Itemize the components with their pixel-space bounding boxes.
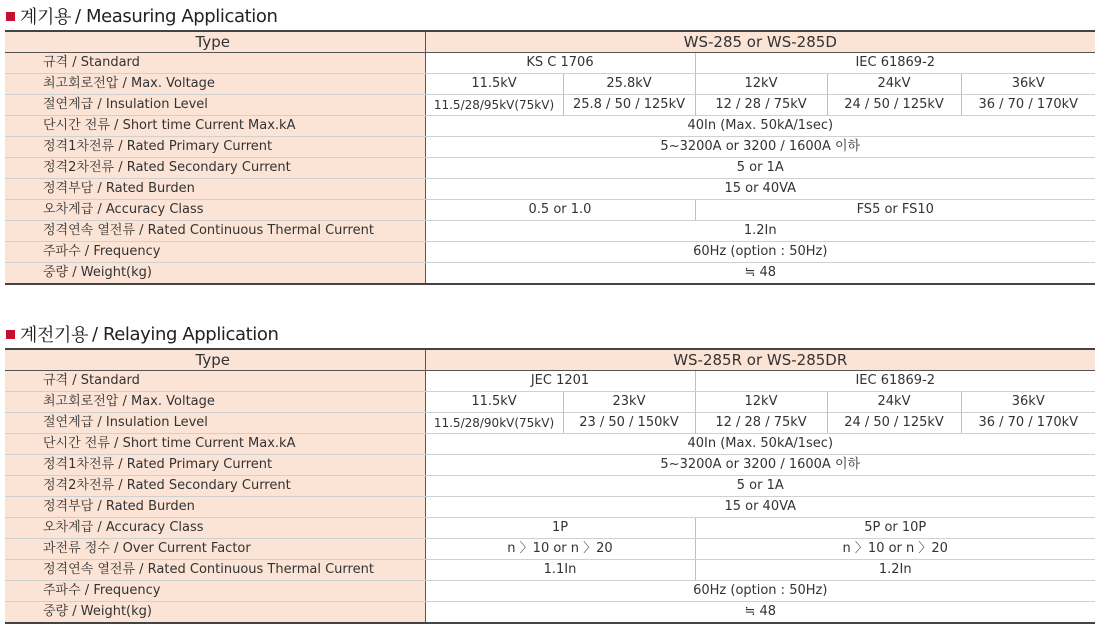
table-row: [5, 413, 1095, 434]
row-label: 과전류 정수 / Over Current Factor: [5, 539, 425, 560]
table-row: [5, 392, 1095, 413]
row-label: 절연계급 / Insulation Level: [5, 95, 425, 116]
row-label: 정격1차전류 / Rated Primary Current: [5, 455, 425, 476]
row-label: 정격2차전류 / Rated Secondary Current: [5, 476, 425, 497]
measuring-table: [5, 30, 1095, 285]
cell: FS5 or FS10: [695, 200, 1095, 221]
table-row: [5, 158, 1095, 179]
row-label: 정격부담 / Rated Burden: [5, 497, 425, 518]
cell: 25.8kV: [563, 74, 695, 95]
square-bullet-icon: [6, 330, 15, 339]
cell: 11.5kV: [425, 392, 563, 413]
cell: 5~3200A or 3200 / 1600A 이하: [425, 137, 1095, 158]
cell: 1.1In: [425, 560, 695, 581]
cell: IEC 61869-2: [695, 371, 1095, 392]
relaying-title: [6, 322, 279, 346]
row-label: 중량 / Weight(kg): [5, 263, 425, 285]
cell: ≒ 48: [425, 263, 1095, 285]
row-label: 주파수 / Frequency: [5, 242, 425, 263]
cell: 60Hz (option : 50Hz): [425, 581, 1095, 602]
row-label: 정격2차전류 / Rated Secondary Current: [5, 158, 425, 179]
table-row: [5, 476, 1095, 497]
row-label: 절연계급 / Insulation Level: [5, 413, 425, 434]
row-label: 최고회로전압 / Max. Voltage: [5, 74, 425, 95]
row-label: 단시간 전류 / Short time Current Max.kA: [5, 434, 425, 455]
cell: 24kV: [827, 392, 961, 413]
table-row: [5, 179, 1095, 200]
cell: 15 or 40VA: [425, 497, 1095, 518]
table-row: [5, 581, 1095, 602]
cell: KS C 1706: [425, 53, 695, 74]
table-row: [5, 200, 1095, 221]
cell: 12kV: [695, 392, 827, 413]
cell: 15 or 40VA: [425, 179, 1095, 200]
row-label: 주파수 / Frequency: [5, 581, 425, 602]
cell: 5~3200A or 3200 / 1600A 이하: [425, 455, 1095, 476]
row-label: 규격 / Standard: [5, 53, 425, 74]
table-header-row: [5, 31, 1095, 53]
row-label: 정격연속 열전류 / Rated Continuous Thermal Current: [5, 221, 425, 242]
table-row: [5, 434, 1095, 455]
cell: 5 or 1A: [425, 476, 1095, 497]
cell: ≒ 48: [425, 602, 1095, 624]
cell: 36 / 70 / 170kV: [961, 413, 1095, 434]
table-row: [5, 455, 1095, 476]
cell: 23 / 50 / 150kV: [563, 413, 695, 434]
table-row: [5, 242, 1095, 263]
table-row: [5, 95, 1095, 116]
cell: n 〉10 or n 〉20: [695, 539, 1095, 560]
measuring-title-en: / Measuring Application: [74, 5, 278, 27]
cell: IEC 61869-2: [695, 53, 1095, 74]
cell: 11.5kV: [425, 74, 563, 95]
cell: 11.5/28/90kV(75kV): [425, 413, 563, 434]
cell: JEC 1201: [425, 371, 695, 392]
cell: 11.5/28/95kV(75kV): [425, 95, 563, 116]
type-header: Type: [5, 31, 425, 53]
row-label: 단시간 전류 / Short time Current Max.kA: [5, 116, 425, 137]
measuring-title: [6, 4, 278, 28]
cell: 23kV: [563, 392, 695, 413]
cell: 5P or 10P: [695, 518, 1095, 539]
table-row: [5, 221, 1095, 242]
cell: 12 / 28 / 75kV: [695, 95, 827, 116]
cell: 12kV: [695, 74, 827, 95]
relaying-title-en: / Relaying Application: [91, 323, 279, 345]
table-header-row: [5, 349, 1095, 371]
cell: 36 / 70 / 170kV: [961, 95, 1095, 116]
relaying-table: [5, 348, 1095, 624]
cell: n 〉10 or n 〉20: [425, 539, 695, 560]
cell: 40In (Max. 50kA/1sec): [425, 116, 1095, 137]
table-row: [5, 116, 1095, 137]
row-label: 최고회로전압 / Max. Voltage: [5, 392, 425, 413]
cell: 24kV: [827, 74, 961, 95]
table-row: [5, 518, 1095, 539]
cell: 0.5 or 1.0: [425, 200, 695, 221]
table-row: [5, 371, 1095, 392]
cell: 1.2In: [425, 221, 1095, 242]
table-row: [5, 53, 1095, 74]
type-header: Type: [5, 349, 425, 371]
table-row: [5, 74, 1095, 95]
table-row: [5, 497, 1095, 518]
relaying-title-ko: 계전기용: [20, 325, 88, 346]
measuring-title-ko: 계기용: [20, 7, 71, 28]
cell: 36kV: [961, 74, 1095, 95]
cell: 1.2In: [695, 560, 1095, 581]
table-row: [5, 263, 1095, 285]
row-label: 오차계급 / Accuracy Class: [5, 518, 425, 539]
cell: 36kV: [961, 392, 1095, 413]
row-label: 오차계급 / Accuracy Class: [5, 200, 425, 221]
cell: 24 / 50 / 125kV: [827, 95, 961, 116]
cell: 24 / 50 / 125kV: [827, 413, 961, 434]
cell: 40In (Max. 50kA/1sec): [425, 434, 1095, 455]
row-label: 정격연속 열전류 / Rated Continuous Thermal Current: [5, 560, 425, 581]
square-bullet-icon: [6, 12, 15, 21]
model-header: WS-285 or WS-285D: [425, 31, 1095, 53]
row-label: 정격부담 / Rated Burden: [5, 179, 425, 200]
table-row: [5, 560, 1095, 581]
cell: 5 or 1A: [425, 158, 1095, 179]
cell: 12 / 28 / 75kV: [695, 413, 827, 434]
cell: 60Hz (option : 50Hz): [425, 242, 1095, 263]
row-label: 정격1차전류 / Rated Primary Current: [5, 137, 425, 158]
row-label: 중량 / Weight(kg): [5, 602, 425, 624]
cell: 25.8 / 50 / 125kV: [563, 95, 695, 116]
model-header: WS-285R or WS-285DR: [425, 349, 1095, 371]
row-label: 규격 / Standard: [5, 371, 425, 392]
table-row: [5, 137, 1095, 158]
table-row: [5, 602, 1095, 624]
cell: 1P: [425, 518, 695, 539]
table-row: [5, 539, 1095, 560]
